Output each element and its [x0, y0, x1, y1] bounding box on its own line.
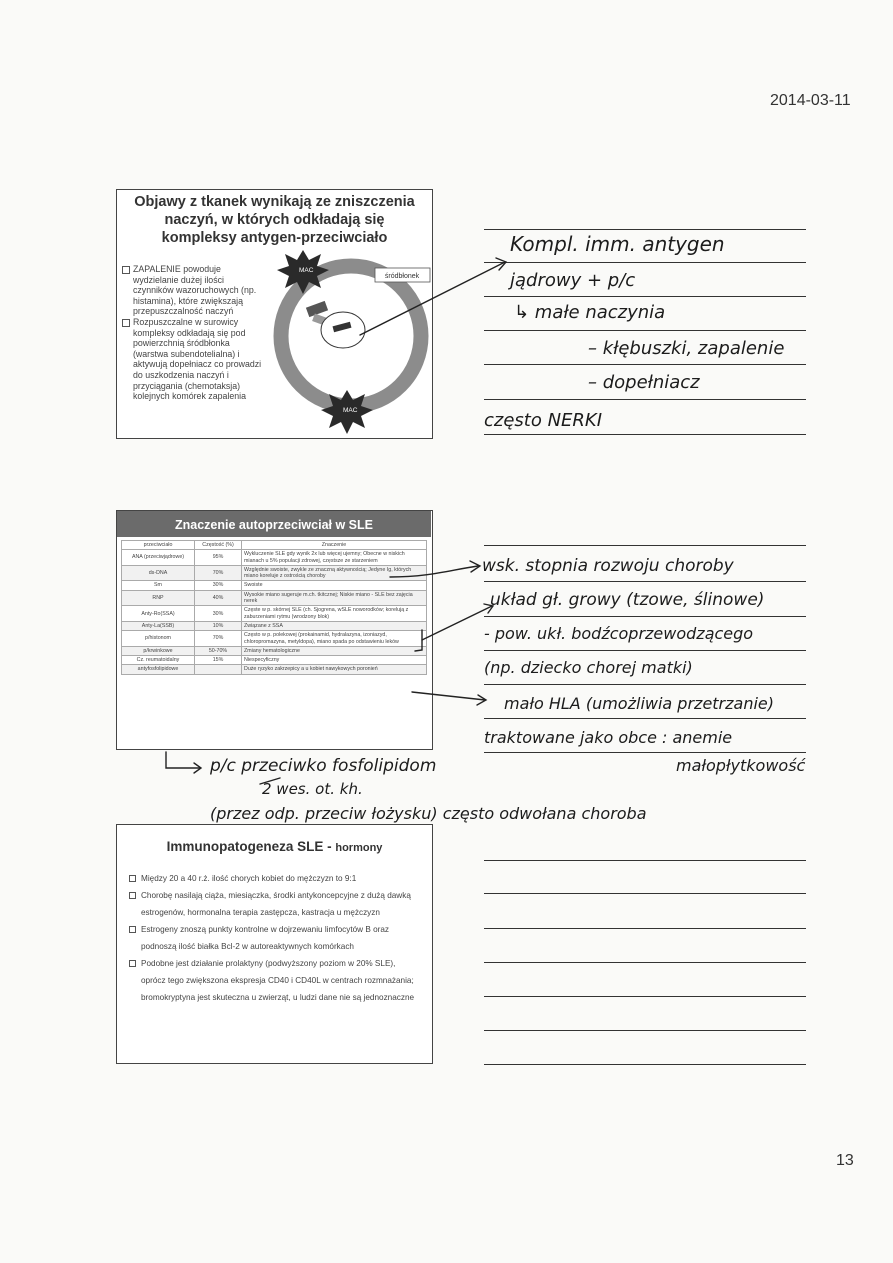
- arrow-line: [422, 606, 492, 640]
- page-date: 2014-03-11: [770, 92, 851, 109]
- slide3-title-suffix: hormony: [335, 842, 383, 854]
- table-cell: Związane z SSA: [242, 621, 427, 630]
- slide3-bullet: Chorobę nasilają ciąża, miesiączka, środki antykoncepcyjne z dużą dawką estrogenów, hormonalna terapia zastępcza, kastracja u mężczyzn: [129, 887, 422, 921]
- table-cell: 95%: [195, 550, 242, 566]
- table-header: przeciwciało: [122, 541, 195, 550]
- table-cell: Wysokie miano sugeruje m.ch. tkitcznej; Niskie miano - SLE bez zajęcia nerek: [242, 590, 427, 606]
- table-cell: RNP: [122, 590, 195, 606]
- handwritten-note: Kompl. imm. antygen: [510, 232, 725, 256]
- table-cell: Sm: [122, 581, 195, 590]
- slide3-bullet: Między 20 a 40 r.ż. ilość chorych kobiet do mężczyzn to 9:1: [129, 870, 422, 887]
- table-cell: 30%: [195, 581, 242, 590]
- handwritten-note: – kłębuszki, zapalenie: [588, 338, 785, 359]
- bracket: [415, 630, 422, 651]
- slide1-bullet: ZAPALENIE powoduje wydzielanie dużej ilości czynników wazoruchowych (np. histamina), które zwiększają przepuszczalność naczyń: [121, 264, 263, 317]
- slide1-title-line2: naczyń, w których odkładają się: [164, 212, 385, 228]
- arrow-line: [166, 752, 200, 768]
- handwritten-note: układ gł. growy (tzowe, ślinowe): [490, 590, 765, 610]
- slide3-title-main: Immunopatogeneza SLE -: [166, 839, 336, 854]
- handwritten-note: mało HLA (umożliwia przetrzanie): [504, 694, 775, 713]
- page-number: 13: [836, 1152, 854, 1169]
- table-cell: 70%: [195, 565, 242, 581]
- handwritten-note: 2 wes. ot. kh.: [262, 780, 363, 798]
- table-cell: Anty-Ro(SSA): [122, 606, 195, 622]
- handwritten-note: - pow. ukł. bodźcoprzewodzącego: [484, 624, 754, 643]
- table-cell: 15%: [195, 656, 242, 665]
- table-header: Znaczenie: [242, 541, 427, 550]
- slide3-bullet: Estrogeny znoszą punkty kontrolne w dojrzewaniu limfocytów B oraz podnoszą ilość białka Bcl-2 w autoreaktywnych komórkach: [129, 921, 422, 955]
- handwritten-note: p/c przeciwko fosfolipidom: [210, 756, 437, 776]
- arrow-line: [360, 262, 505, 335]
- arrow-line: [390, 566, 478, 577]
- mac-label-bottom: MAC: [343, 407, 358, 414]
- handwritten-note: małopłytkowość: [676, 756, 806, 775]
- table-cell: Niespecyficzny: [242, 656, 427, 665]
- table-cell: 70%: [195, 631, 242, 647]
- slide3-bullet: Podobne jest działanie prolaktyny (podwyższony poziom w 20% SLE), oprócz tego zwiększona ekspresja CD40 i CD40L w centrach rozmnażania; bromokryptyna jest skuteczna u zwierząt, u ludzi dane nie są jednoznaczne: [129, 955, 422, 1006]
- table-cell: 30%: [195, 606, 242, 622]
- handwritten-note: wsk. stopnia rozwoju choroby: [482, 556, 734, 576]
- handwritten-note: – dopełniacz: [588, 372, 700, 393]
- slide1-title-line3: kompleksy antygen-przeciwciało: [161, 230, 388, 246]
- table-cell: Wykluczenie SLE gdy wynik 2x lub więcej ujemny; Obecne w niskich mianach u 5% populacji zdrowej, częstsze ze starzeniem: [242, 550, 427, 566]
- table-cell: 10%: [195, 621, 242, 630]
- slide2-title: Znaczenie autoprzeciwciał w SLE: [117, 511, 431, 537]
- table-cell: Zmiany hematologiczne: [242, 646, 427, 655]
- table-cell: antyfosfolipidowe: [122, 665, 195, 674]
- table-cell: 40%: [195, 590, 242, 606]
- table-cell: Częste w p. skórnej SLE (ch. Sjogrena, wSLE noworodków; korelują z zaburzeniami rytmu (wrodzony blok): [242, 606, 427, 622]
- handwritten-note: jądrowy + p/c: [510, 270, 636, 291]
- table-cell: Często w p. polekowej (prokainamid, hydralazyna, izoniazyd, chloropromazyna, metyldopa), miano spada po odstawieniu leków: [242, 631, 427, 647]
- table-cell: Cz. reumatoidalny: [122, 656, 195, 665]
- slide1-bullet: Rozpuszczalne w surowicy kompleksy odkładają się pod powierzchnią śródbłonka (warstwa subendotelialna) i aktywują dopełniacz co prowadzi do uszkodzenia naczyń i przyciągania (chemotaksja) kolejnych komórek zapalenia: [121, 317, 263, 402]
- handwritten-note: traktowane jako obce : anemie: [484, 728, 733, 747]
- slide1-title-line1: Objawy z tkanek wynikają ze zniszczenia: [134, 194, 415, 210]
- table-cell: 50-70%: [195, 646, 242, 655]
- mac-label-top: MAC: [299, 267, 314, 274]
- handwritten-note: ↳ małe naczynia: [514, 302, 666, 323]
- table-cell: p/krwinkowe: [122, 646, 195, 655]
- table-cell: ds-DNA: [122, 565, 195, 581]
- table-cell: Względnie swoiste, zwykle ze znaczną aktywnością; Jedyne Ig, których miano koreluje z ostrością choroby: [242, 565, 427, 581]
- table-cell: ANA (przeciwjądrowe): [122, 550, 195, 566]
- table-header: Częstość (%): [195, 541, 242, 550]
- strike: [260, 778, 280, 784]
- table-cell: p/histonom: [122, 631, 195, 647]
- table-cell: Swoiste: [242, 581, 427, 590]
- handwritten-note: często NERKI: [484, 410, 603, 431]
- handwritten-note: (przez odp. przeciw łożysku) często odwołana choroba: [210, 804, 647, 823]
- table-cell: Anty-La(SSB): [122, 621, 195, 630]
- endothelium-label: śródbłonek: [384, 273, 420, 280]
- arrow-line: [412, 692, 485, 700]
- handwritten-note: (np. dziecko chorej matki): [484, 658, 693, 677]
- table-cell: Duże ryzyko zakrzepicy a u kobiet nawykowych poronień: [242, 665, 427, 674]
